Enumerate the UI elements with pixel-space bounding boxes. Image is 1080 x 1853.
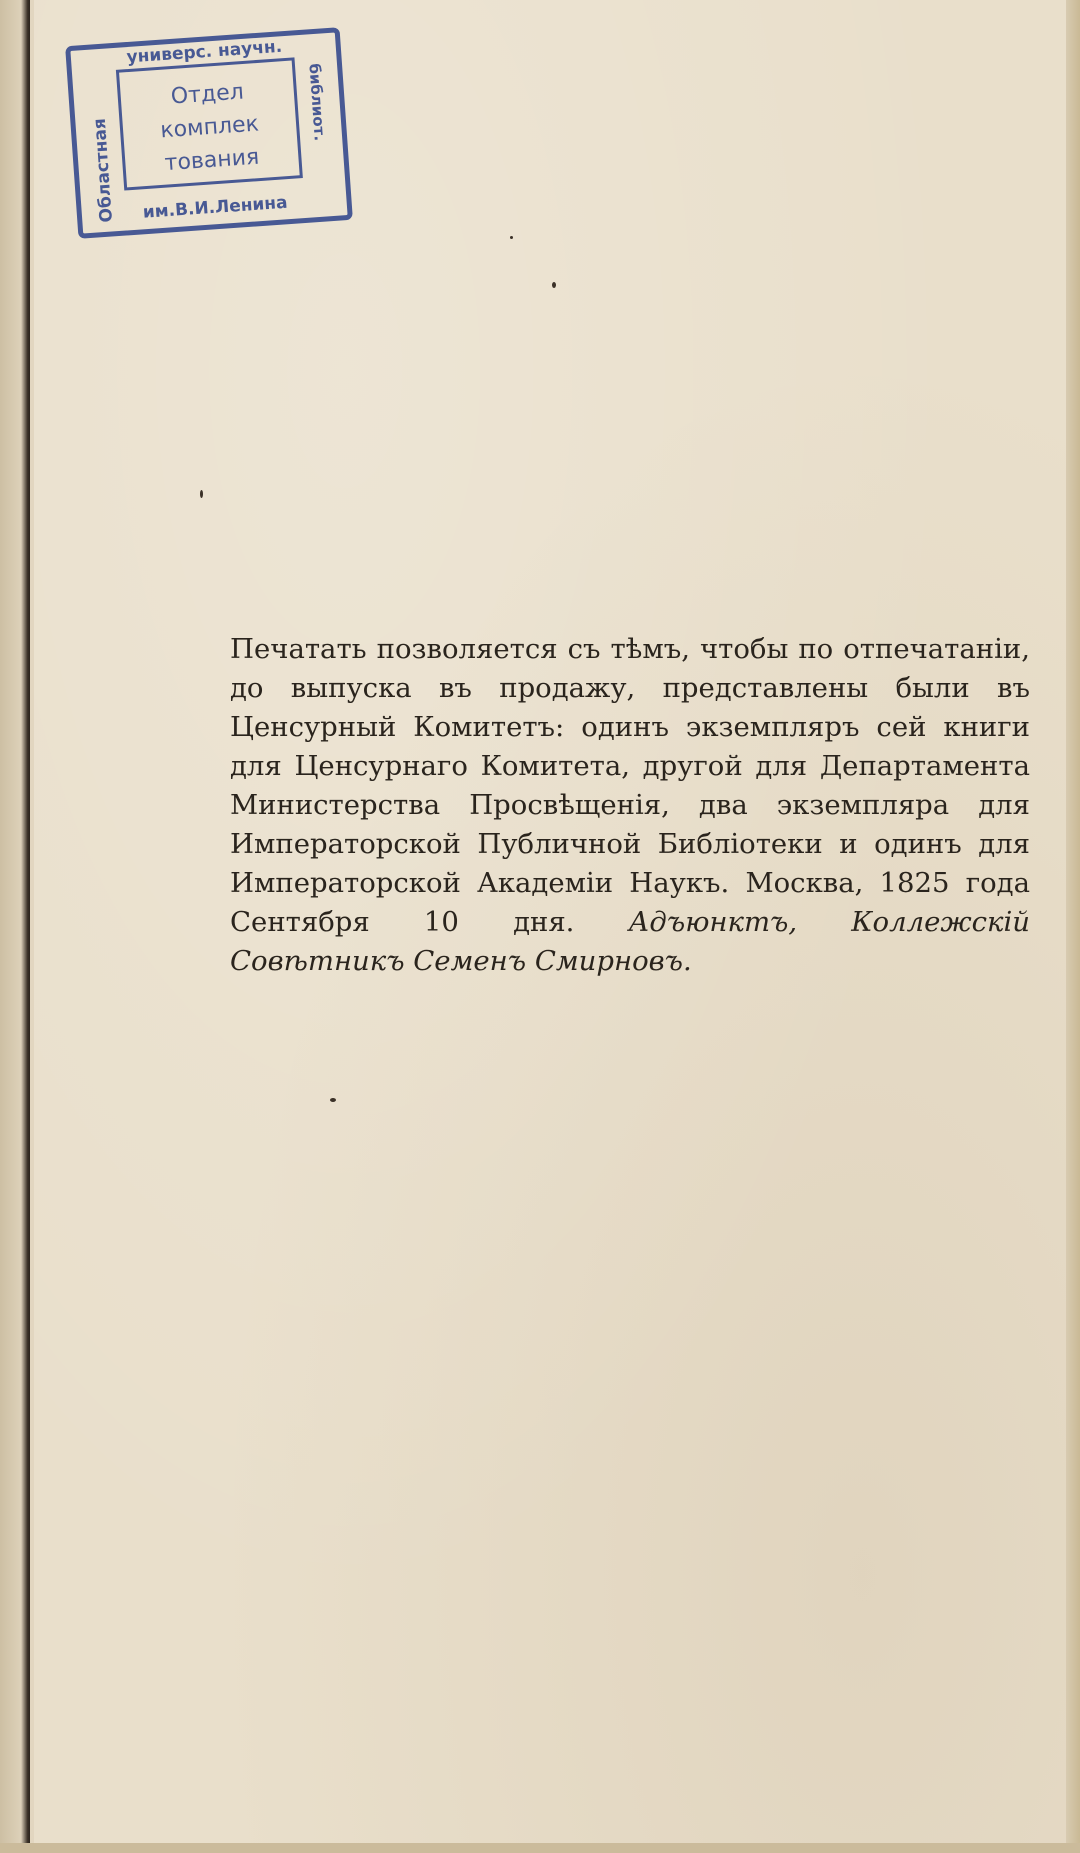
page-right-edge xyxy=(1066,0,1080,1853)
stamp-right-text: библиот. xyxy=(305,62,329,142)
censorship-permission xyxy=(230,630,1030,981)
paper-speck xyxy=(200,490,203,498)
adjacent-page-edge xyxy=(0,0,30,1853)
stamp-center-line-2: комплек xyxy=(159,111,260,144)
page-bottom-edge xyxy=(0,1843,1080,1853)
stamp-center-line-3: тования xyxy=(163,144,260,177)
paper-speck xyxy=(510,236,513,239)
stamp-bottom-text: им.В.И.Ленина xyxy=(142,192,289,223)
stamp-top-text: универс. научн. xyxy=(125,36,283,68)
stamp-left-text: Областная xyxy=(89,117,117,224)
stamp-center-line-1: Отдел xyxy=(170,79,245,110)
censor-signature: Адъюнктъ, Коллежскій Совѣтникъ Семенъ Смирновъ. xyxy=(230,906,1030,977)
library-stamp xyxy=(64,26,355,241)
permission-text: Печатать позволяется съ тѣмъ, чтобы по отпечатаніи, до выпуска въ продажу, представлены были въ Ценсурный Комитетъ: одинъ экземпляръ сей книги для Ценсурнаго Комитета, другой для Департамента Министерства Просвѣщенія, два экземпляра для Императорской Публичной Библіотеки и одинъ для Императорской Академіи Наукъ. Москва, 1825 года Сентября 10 дня. xyxy=(230,633,1030,938)
paper-speck xyxy=(330,1098,336,1102)
paper-speck xyxy=(552,282,556,288)
stamp-graphic xyxy=(64,26,355,241)
